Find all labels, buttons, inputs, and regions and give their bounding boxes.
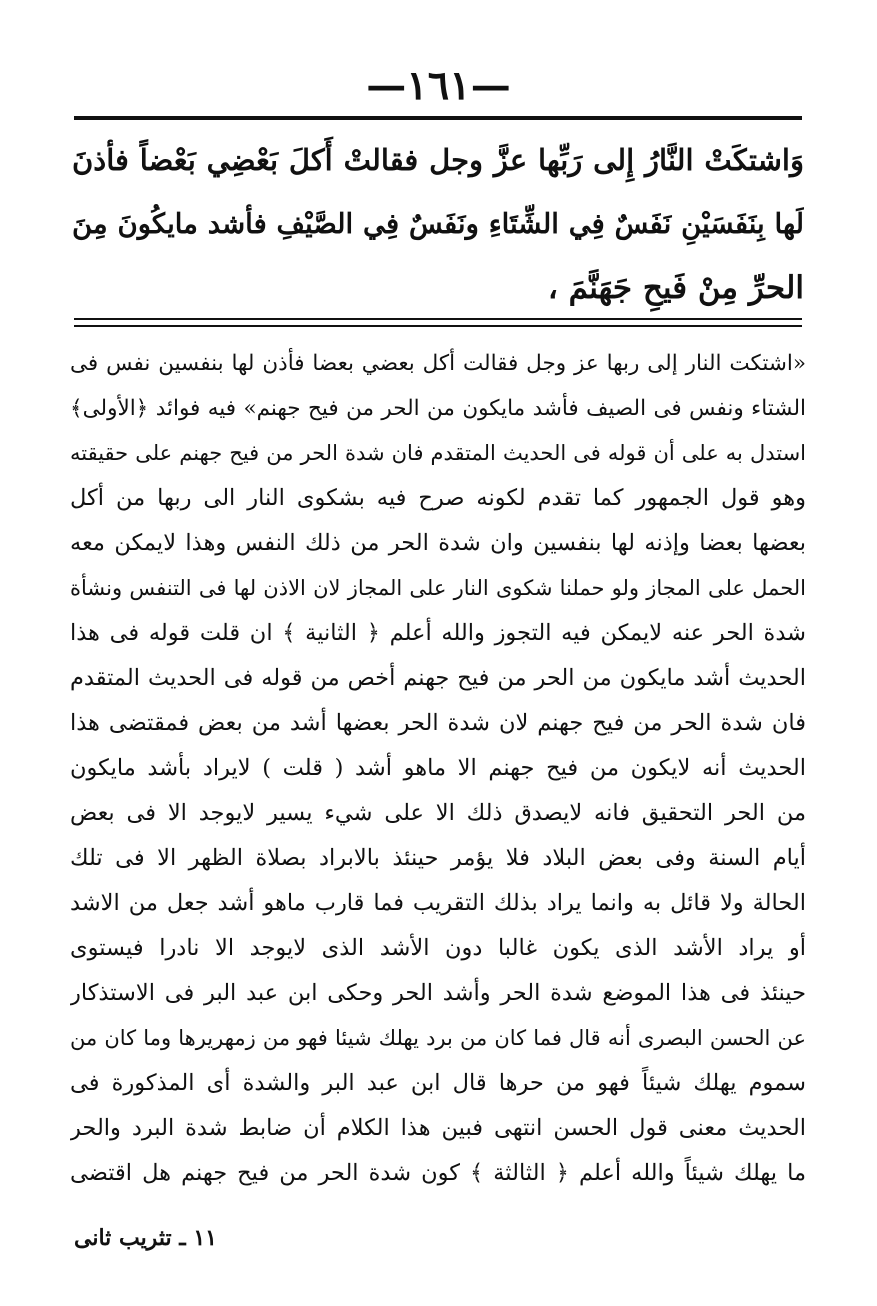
commentary-line: فان شدة الحر من فيح جهنم لان شدة الحر بعضها أشد من بعض فمقتضى هذا bbox=[70, 710, 806, 736]
commentary-line: أيام السنة وفى بعض البلاد فلا يؤمر حينئذ بالابراد بصلاة الظهر الا فى تلك bbox=[70, 845, 806, 871]
commentary-line: «اشتكت النار إلى ربها عز وجل فقالت أكل بعضي بعضا فأذن لها بنفسين نفس فى bbox=[70, 351, 806, 376]
commentary-line: وهو قول الجمهور كما تقدم لكونه صرح فيه بشكوى النار الى ربها من أكل bbox=[70, 485, 806, 511]
commentary-line: حينئذ فى هذا الموضع شدة الحر وأشد الحر وحكى ابن عبد البر فى الاستذكار bbox=[70, 980, 806, 1006]
commentary-line: سموم يهلك شيئاً فهو من حرها قال ابن عبد البر والشدة أى المذكورة فى bbox=[70, 1070, 806, 1096]
commentary-line: الحمل على المجاز ولو حملنا شكوى النار على المجاز لان الاذن لها فى التنفس ونشأة bbox=[70, 576, 806, 600]
commentary-line: بعضها بعضا وإذنه لها بنفسين وان شدة الحر من ذلك النفس وهذا لايمكن معه bbox=[70, 530, 806, 556]
commentary-line: الحديث معنى قول الحسن انتهى فبين هذا الكلام أن ضابط شدة البرد والحر bbox=[70, 1115, 806, 1141]
commentary-line: الحديث أنه لايكون من فيح جهنم الا ماهو أشد ( قلت ) لايراد بأشد مايكون bbox=[70, 755, 806, 781]
commentary-line: استدل به على أن قوله فى الحديث المتقدم فان شدة الحر من فيح جهنم على حقيقته bbox=[70, 441, 806, 465]
commentary-line: عن الحسن البصرى أنه قال فما كان من برد يهلك شيئا فهو من زمهريرها وما كان من bbox=[70, 1026, 806, 1050]
commentary-line: الحديث أشد مايكون من الحر من فيح جهنم أخص من قوله فى الحديث المتقدم bbox=[70, 665, 806, 691]
hadith-text bbox=[72, 128, 804, 320]
footer-signature: ١١ ـ تثريب ثانى bbox=[74, 1225, 217, 1251]
commentary-text bbox=[70, 341, 806, 1196]
commentary-line: شدة الحر عنه لايمكن فيه التجوز والله أعلم ﴿ الثانية ﴾ ان قلت قوله فى هذا bbox=[70, 620, 806, 646]
hadith-line: الحرِّ مِنْ فَيحِ جَهَنَّمَ ، bbox=[547, 270, 804, 306]
header-rule bbox=[74, 116, 802, 120]
page-number: —١٦١— bbox=[366, 62, 511, 109]
commentary-line: أو يراد الأشد الذى يكون غالبا دون الأشد الذى لايوجد الا نادرا فيستوى bbox=[70, 935, 806, 961]
separator-rule-upper bbox=[74, 318, 802, 320]
hadith-line: لَها بِنَفَسَيْنِ نَفَسٌ فِي الشِّتَاءِ ونَفَسٌ فِي الصَّيْفِ فأشد مايكُونَ مِنَ bbox=[72, 208, 804, 240]
commentary-line: ما يهلك شيئاً والله أعلم ﴿ الثالثة ﴾ كون شدة الحر من فيح جهنم هل اقتضى bbox=[70, 1160, 806, 1186]
commentary-line: الشتاء ونفس فى الصيف فأشد مايكون من الحر من فيح جهنم» فيه فوائد ﴿الأولى﴾ bbox=[70, 396, 806, 421]
commentary-line: من الحر التحقيق فانه لايصدق ذلك الا على شيء يسير لايوجد الا فى بعض bbox=[70, 800, 806, 826]
commentary-line: الحالة ولا قائل به وانما يراد بذلك التقريب فما قارب ماهو أشد جعل من الاشد bbox=[70, 890, 806, 916]
separator-rule-lower bbox=[74, 325, 802, 327]
hadith-line: وَاشتكَتْ النَّارُ إِلى رَبِّها عزَّ وجل فقالتْ أَكلَ بَعْضِي بَعْضاً فأذنَ bbox=[72, 143, 804, 177]
